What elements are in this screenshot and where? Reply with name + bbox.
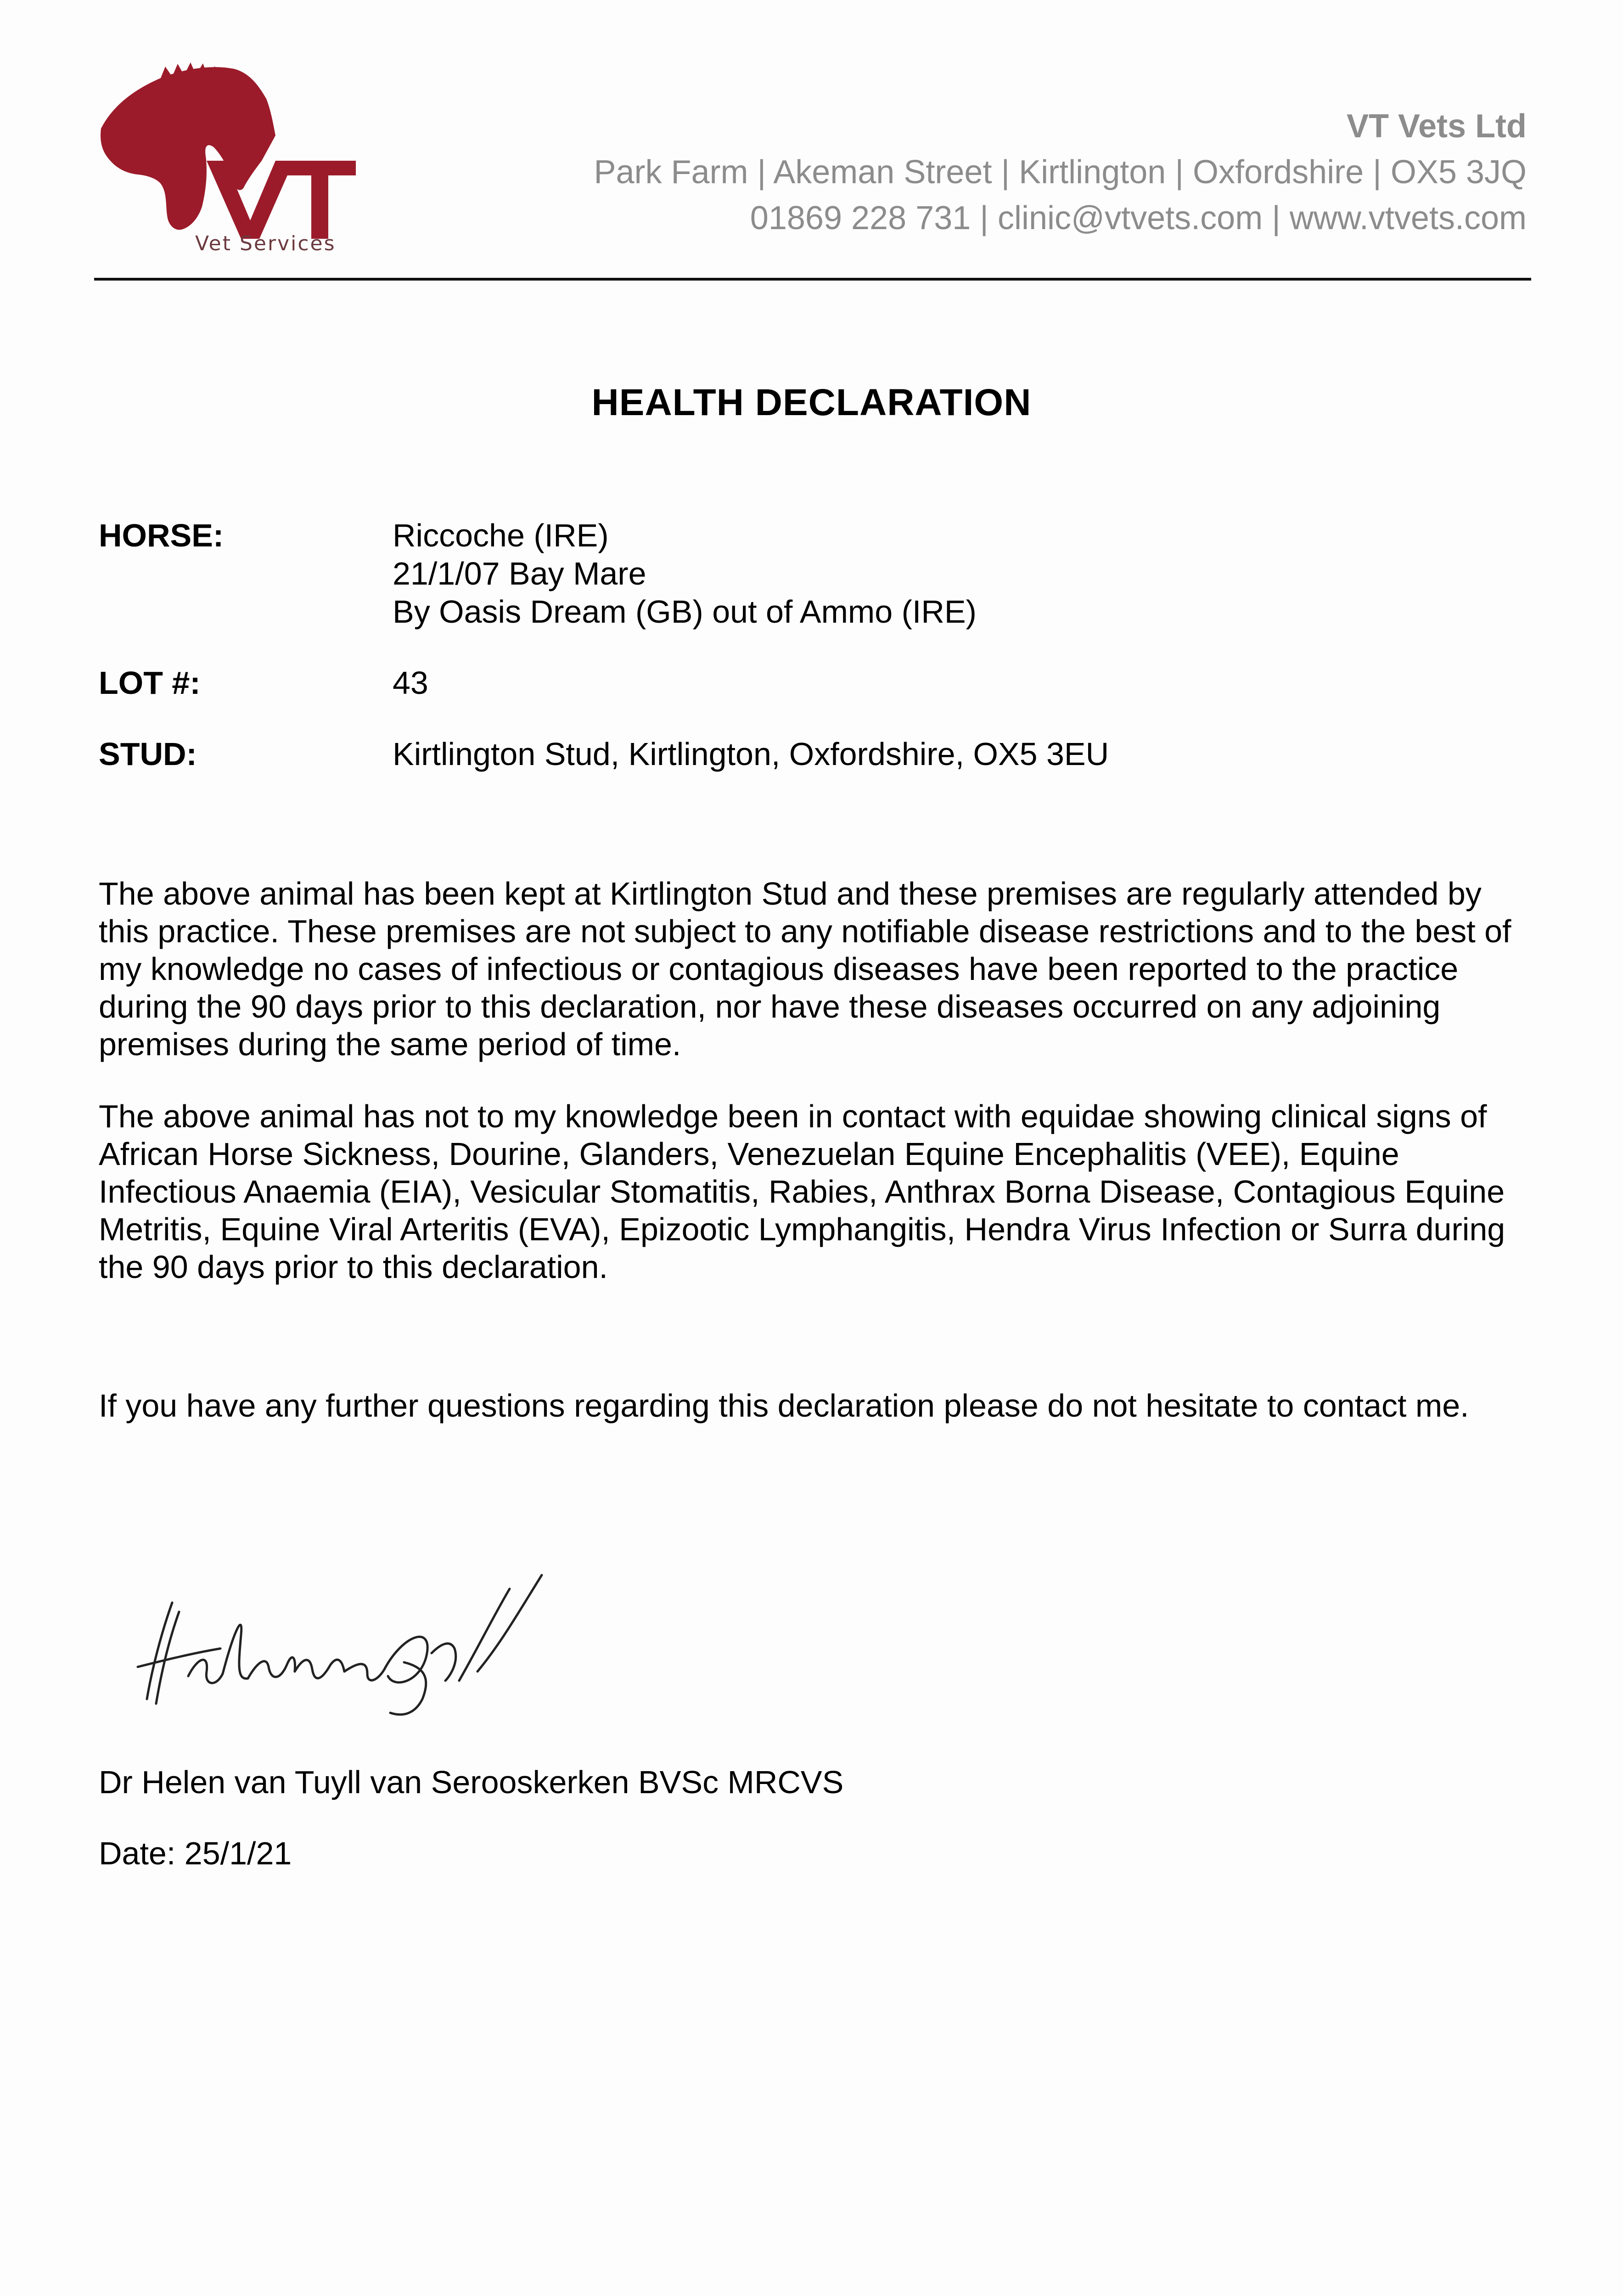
vt-vet-services-logo xyxy=(92,55,358,253)
handwritten-signature xyxy=(129,1561,560,1722)
horse-head-icon xyxy=(101,67,275,230)
stud-row xyxy=(99,735,1109,773)
t-letter xyxy=(285,161,356,239)
header-divider xyxy=(94,278,1531,281)
closing-sentence: If you have any further questions regarding this declaration please do not hesitate to contact me. xyxy=(99,1388,1469,1424)
lot-label: LOT #: xyxy=(99,665,201,701)
signer-name: Dr Helen van Tuyll van Serooskerken BVSc MRCVS xyxy=(99,1764,844,1800)
declaration-paragraph-1: The above animal has been kept at Kirtlington Stud and these premises are regularly attended by this practice. These premises are not subject to any notifiable disease restrictions and to the best of my knowledge no cases of infectious or contagious diseases have been reported to the practice during the 90 days prior to this declaration, nor have these diseases occurred on any adjoining premises during the same period of time. xyxy=(99,876,1511,1062)
horse-birth: 21/1/07 Bay Mare xyxy=(393,556,646,591)
lot-row xyxy=(99,664,1109,702)
horse-name: Riccoche (IRE) xyxy=(393,518,609,553)
declaration-body xyxy=(99,875,1536,1320)
company-name: VT Vets Ltd xyxy=(1346,108,1527,145)
horse-label: HORSE: xyxy=(99,518,224,553)
horse-details xyxy=(99,517,1109,806)
lot-value: 43 xyxy=(393,665,428,701)
horse-pedigree: By Oasis Dream (GB) out of Ammo (IRE) xyxy=(393,594,977,630)
company-contact: 01869 228 731 | clinic@vtvets.com | www.vtvets.com xyxy=(750,200,1527,236)
horse-row xyxy=(99,517,1109,631)
stud-value: Kirtlington Stud, Kirtlington, Oxfordshire, OX5 3EU xyxy=(393,736,1109,772)
horse-value xyxy=(393,517,977,631)
declaration-date: Date: 25/1/21 xyxy=(99,1835,292,1871)
page-title: HEALTH DECLARATION xyxy=(591,382,1032,423)
logo-tagline: Vet Services xyxy=(195,232,336,253)
company-address: Park Farm | Akeman Street | Kirtlington | Oxfordshire | OX5 3JQ xyxy=(594,154,1527,191)
declaration-paragraph-2: The above animal has not to my knowledge been in contact with equidae showing clinical signs of African Horse Sickness, Dourine, Glanders, Venezuelan Equine Encephalitis (VEE), Equine Infectious Anaemia (EIA), Vesicular Stomatitis, Rabies, Anthrax Borna Disease, Contagious Equine Metritis, Equine Viral Arteritis (EVA), Epizootic Lymphangitis, Hendra Virus Infection or Surra during the 90 days prior to this declaration. xyxy=(99,1098,1505,1285)
stud-label: STUD: xyxy=(99,736,197,772)
company-info xyxy=(594,103,1527,241)
